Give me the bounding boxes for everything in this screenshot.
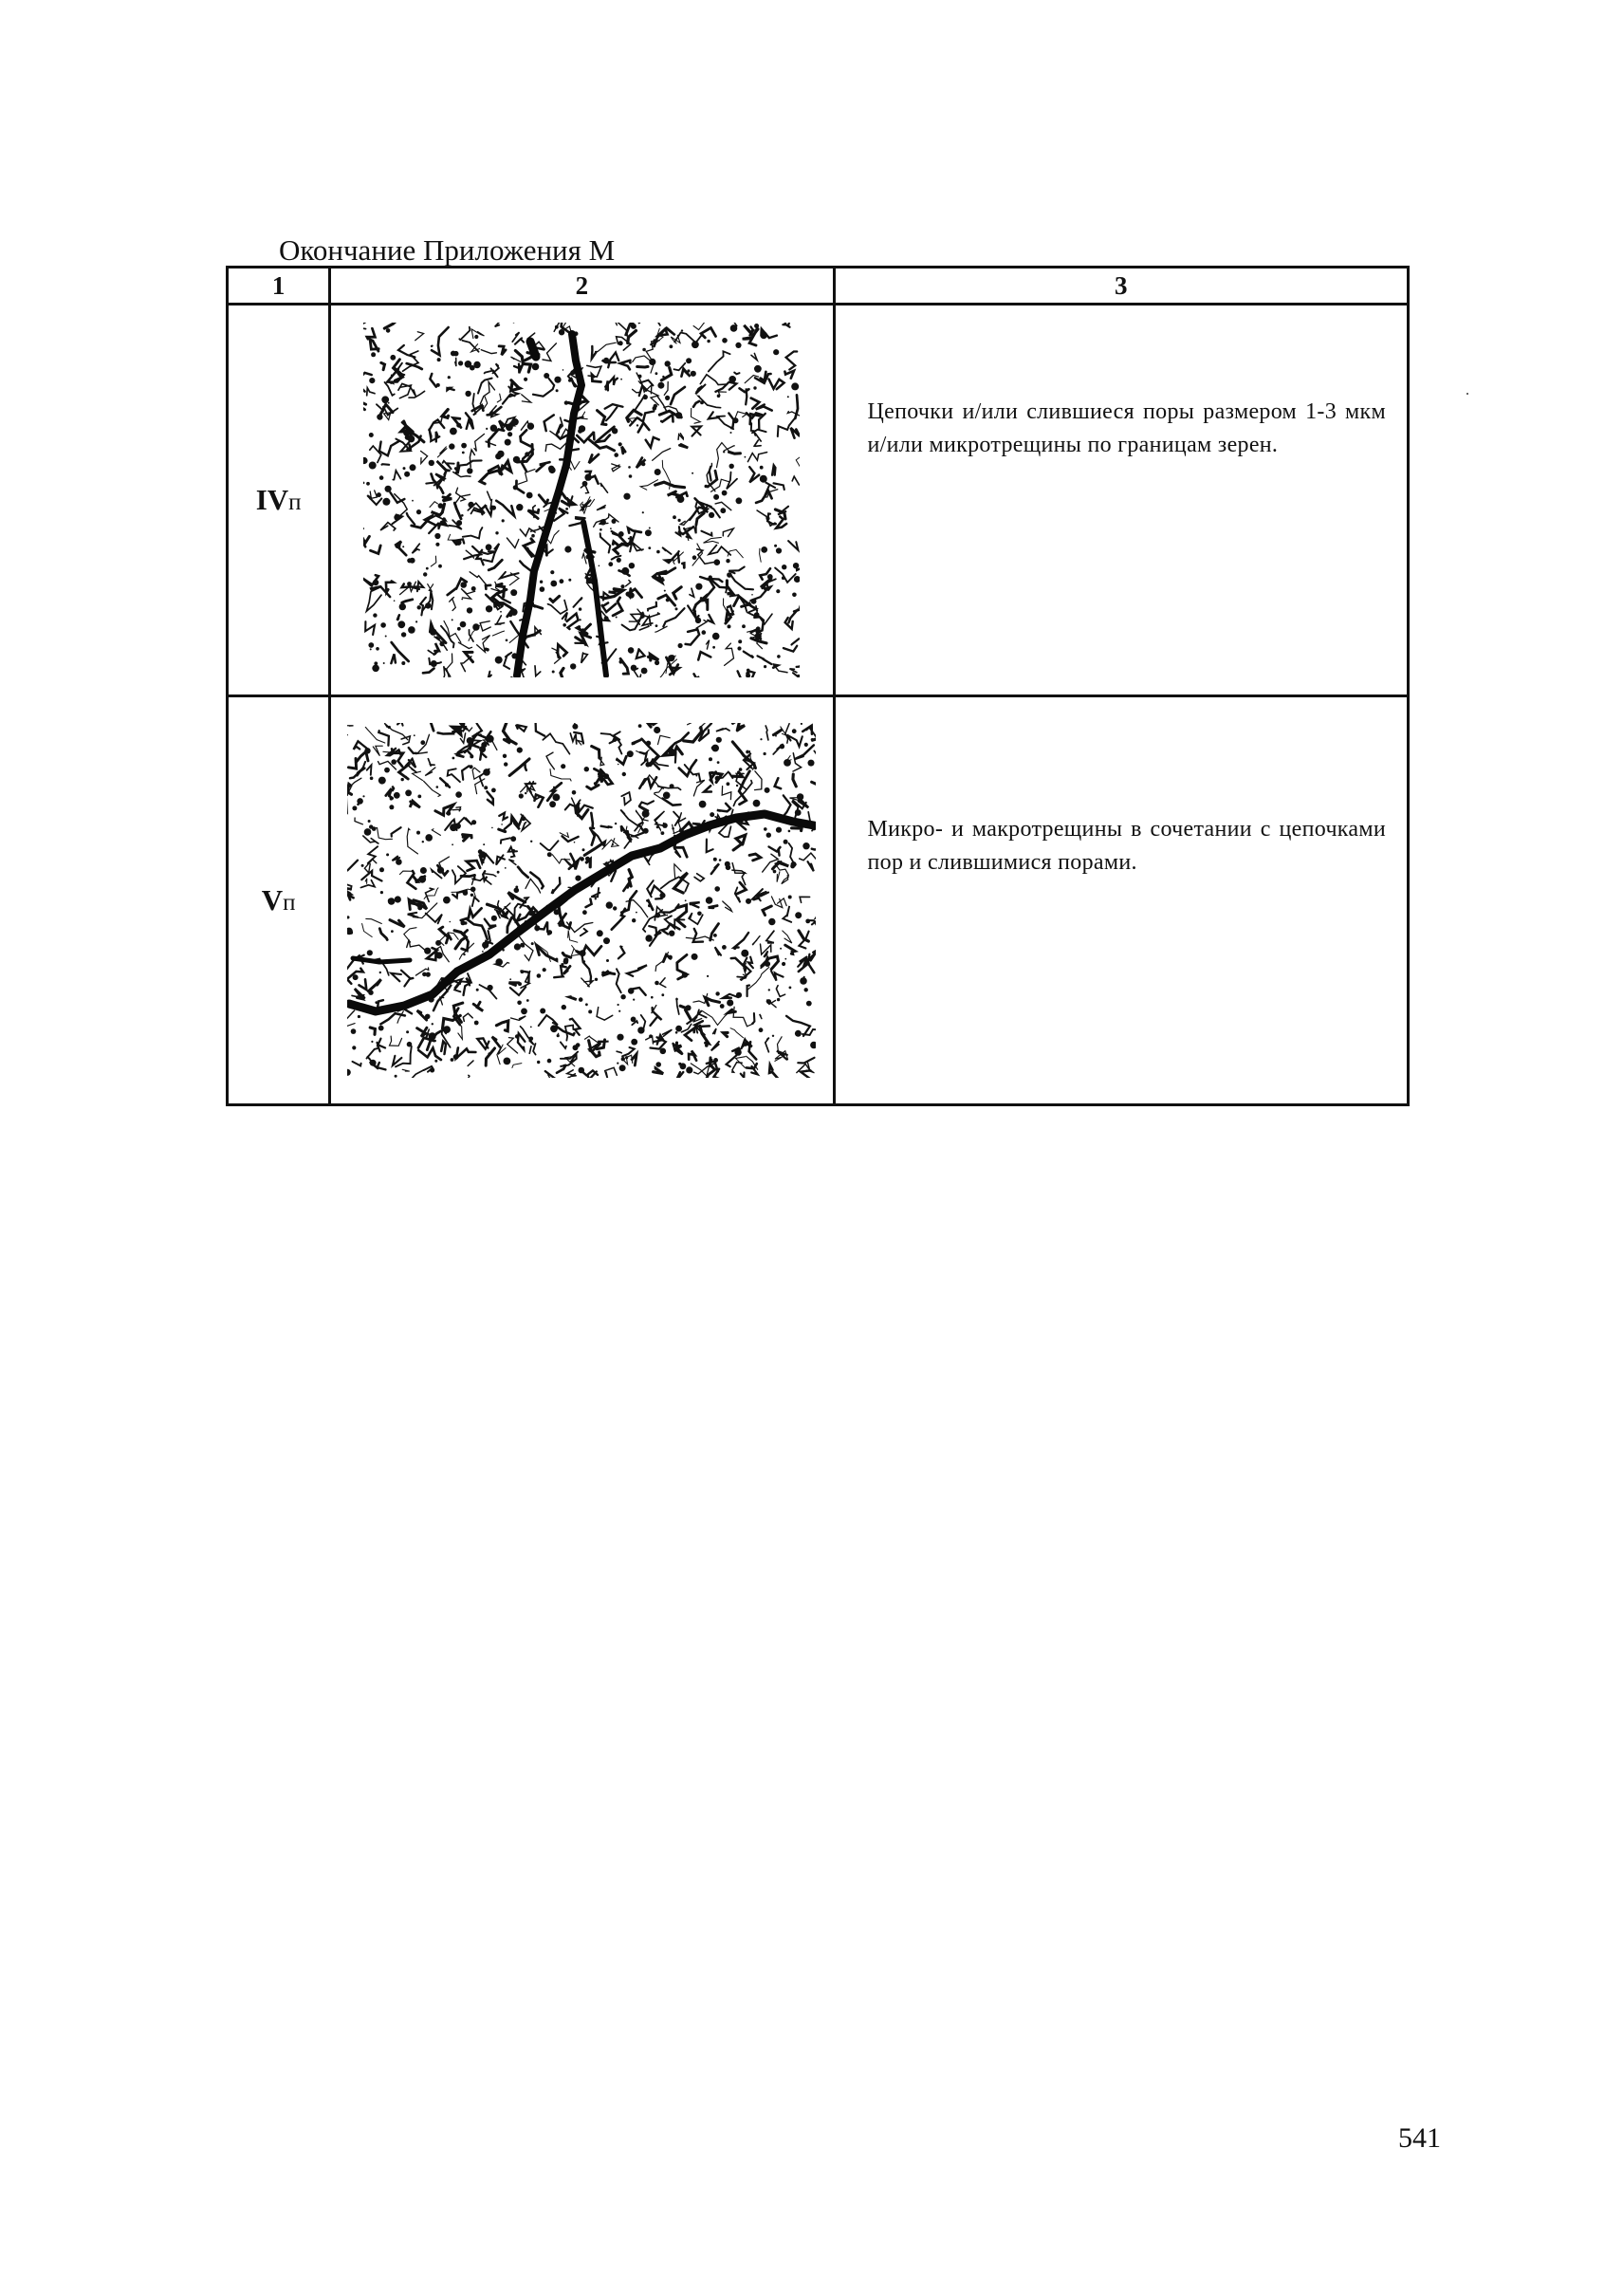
micrograph-image	[347, 723, 816, 1078]
class-label-main: V	[261, 883, 284, 917]
table-row	[228, 305, 1409, 696]
description-text: Микро- и макротрещины в сочетании с цепочками пор и слившимися порами.	[867, 817, 1386, 875]
appendix-table	[226, 266, 1410, 1106]
micrograph-image	[363, 323, 800, 677]
scan-speck	[1466, 393, 1468, 395]
description-cell	[834, 305, 1408, 696]
table-row	[228, 696, 1409, 1105]
table-caption: Окончание Приложения М	[279, 233, 616, 267]
class-label-sub: п	[283, 890, 296, 916]
description-text: Цепочки и/или слившиеся поры размером 1-3 мкм и/или микротрещины по границам зерен.	[867, 399, 1386, 457]
class-label-sub: п	[288, 490, 302, 515]
micrograph-cell	[330, 305, 834, 696]
table-header-row	[228, 268, 1409, 305]
micrograph-cell	[330, 696, 834, 1105]
class-label-main: IV	[255, 483, 289, 516]
description-cell	[834, 696, 1408, 1105]
class-label-cell	[228, 696, 330, 1105]
column-header-3: 3	[834, 268, 1408, 305]
page-number: 541	[1398, 2122, 1441, 2154]
class-label-cell	[228, 305, 330, 696]
column-header-1: 1	[228, 268, 330, 305]
column-header-2: 2	[330, 268, 834, 305]
